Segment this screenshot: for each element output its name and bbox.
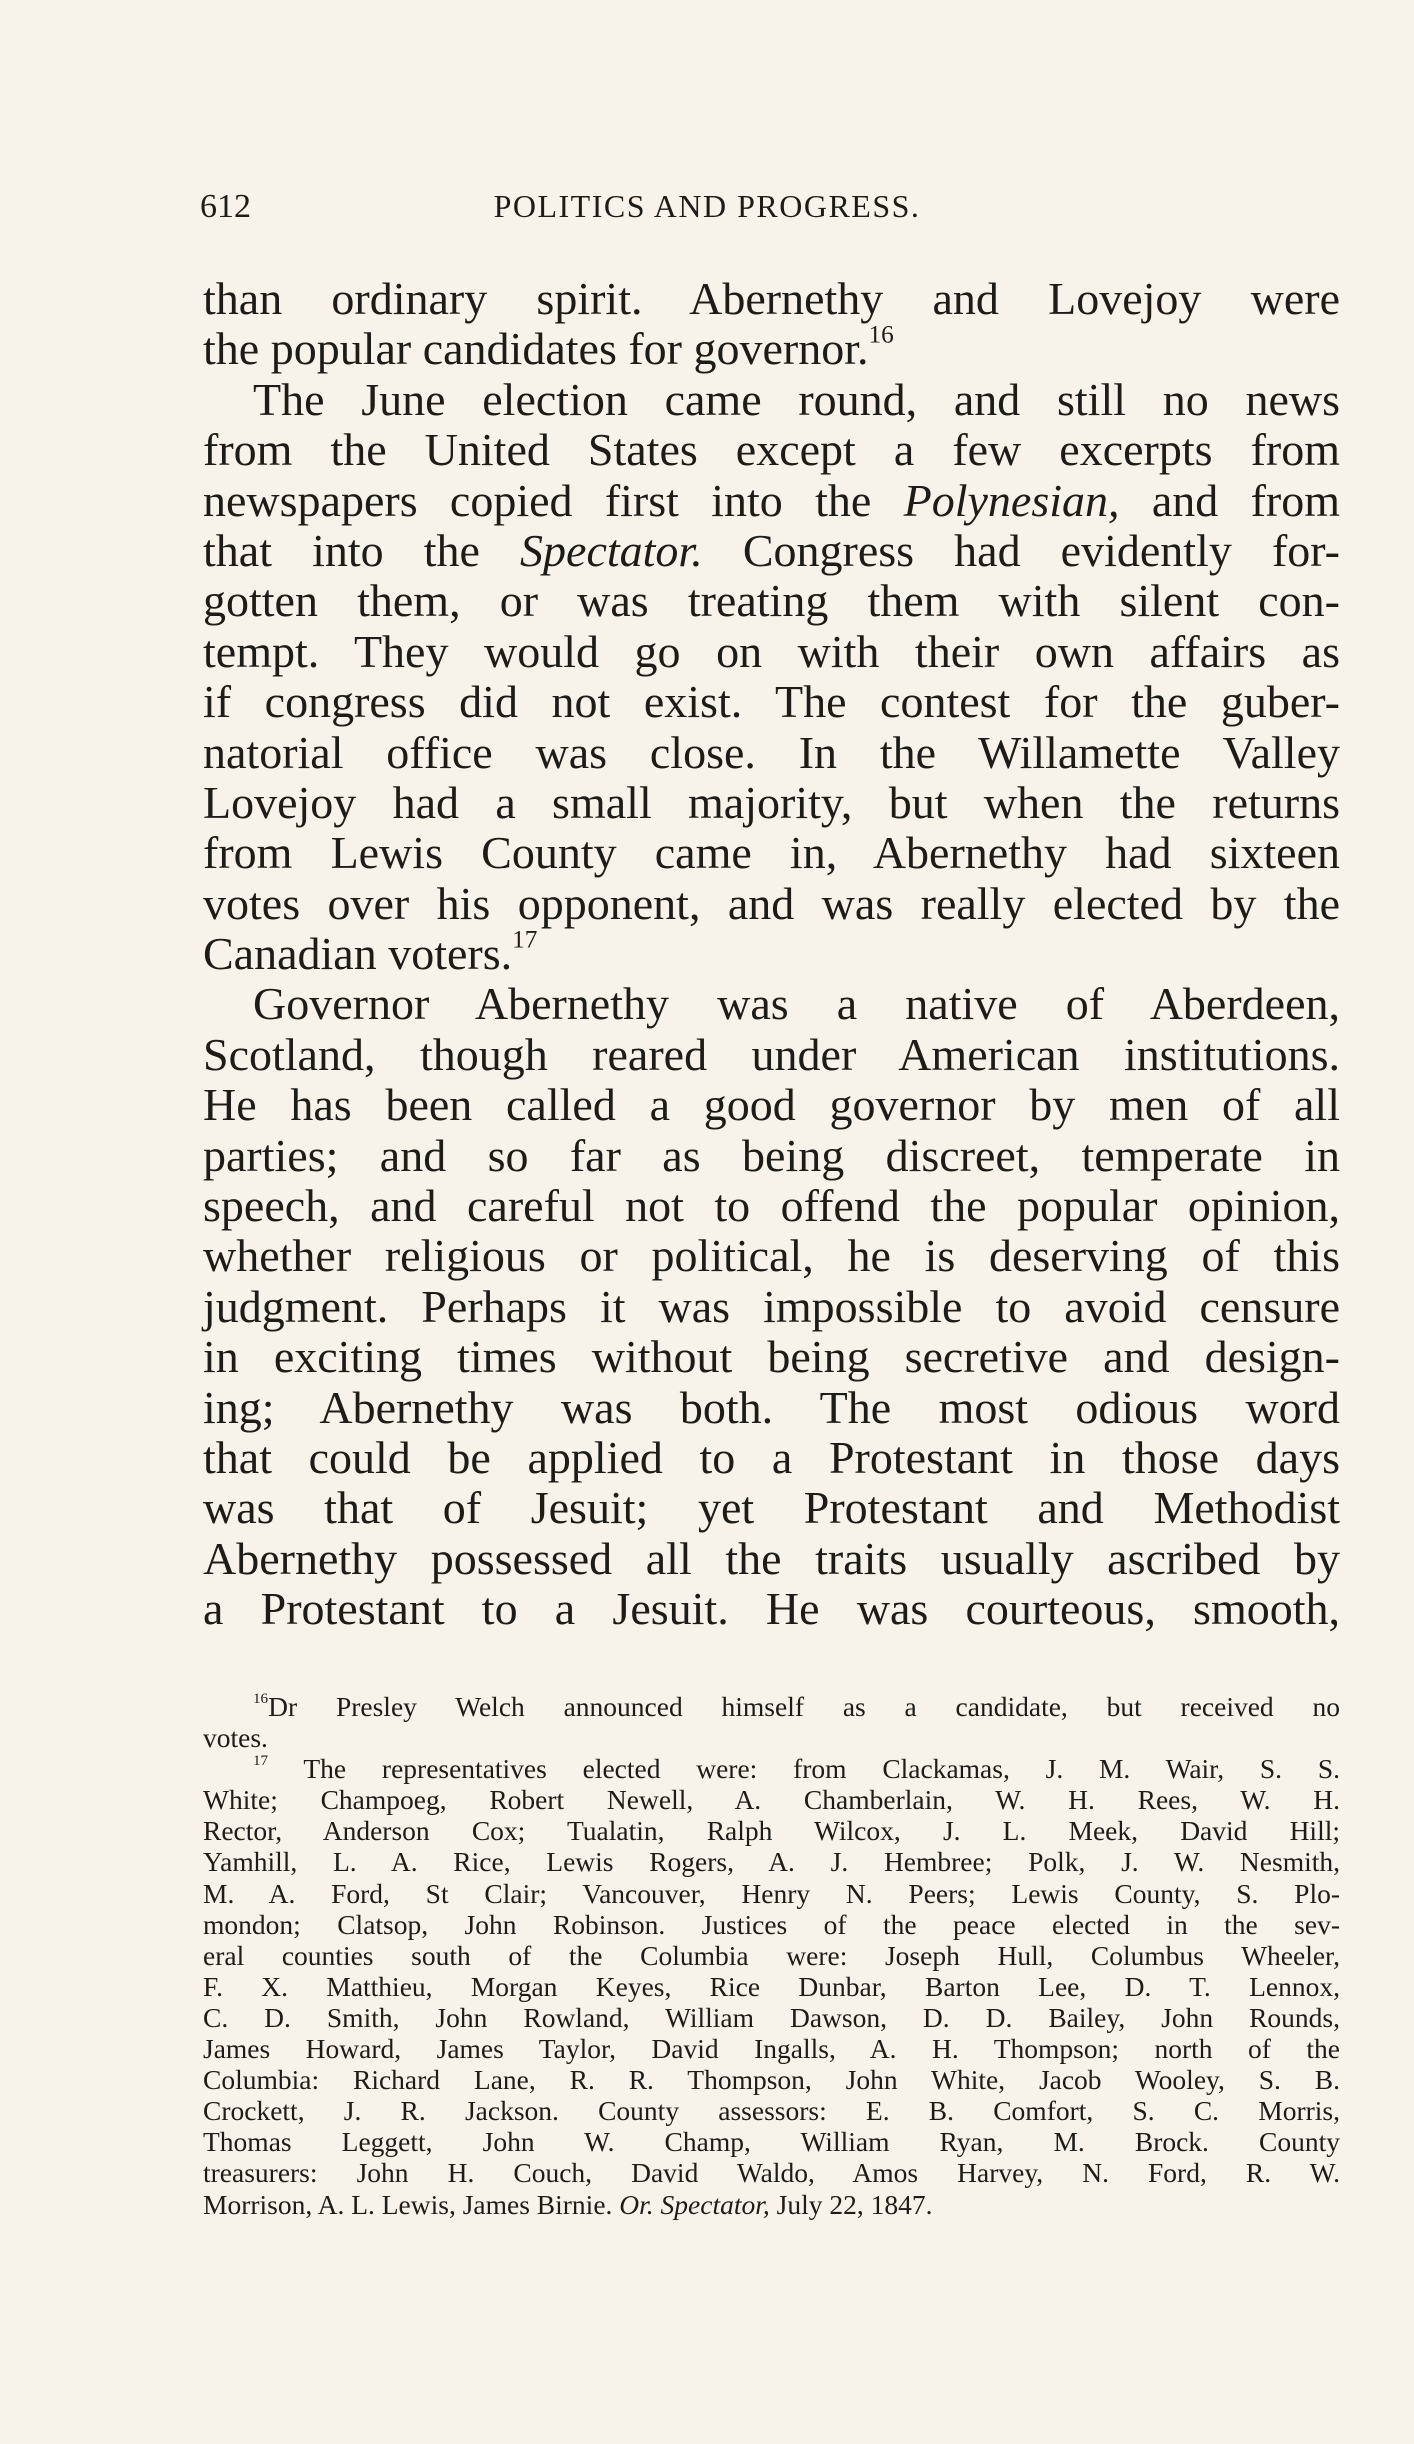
body-text-line: in exciting times without being secretive and design- bbox=[203, 1331, 1340, 1383]
page-number: 612 bbox=[200, 188, 251, 225]
body-text-line: the popular candidates for governor.$^{16}$ bbox=[203, 320, 894, 375]
italic-title: Polynesian, bbox=[903, 474, 1120, 526]
footnote-line: White; Champoeg, Robert Newell, A. Chamberlain, W. H. Rees, W. H. bbox=[203, 1784, 1340, 1816]
running-head bbox=[0, 188, 1414, 236]
footnote-line: Yamhill, L. A. Rice, Lewis Rogers, A. J. Hembree; Polk, J. W. Nesmith, bbox=[203, 1846, 1340, 1878]
body-text-line: whether religious or political, he is deserving of this bbox=[203, 1230, 1340, 1282]
body-text-line: tempt. They would go on with their own affairs as bbox=[203, 625, 1340, 677]
body-text-line: Canadian voters.$^{17}$ bbox=[203, 925, 538, 980]
body-text-line: that could be applied to a Protestant in those days bbox=[203, 1431, 1340, 1483]
body-text-line: if congress did not exist. The contest for the guber- bbox=[203, 676, 1340, 728]
body-text-line: speech, and careful not to offend the popular opinion, bbox=[203, 1180, 1340, 1232]
footnotes bbox=[203, 1691, 1340, 2220]
body-text-line: Lovejoy had a small majority, but when the returns bbox=[203, 776, 1340, 828]
body-text-line: that into the Spectator. Congress had evidently for- bbox=[203, 524, 1340, 576]
body-text-line: than ordinary spirit. Abernethy and Lovejoy were bbox=[203, 273, 1340, 324]
body-text-line: a Protestant to a Jesuit. He was courteous, smooth, bbox=[203, 1583, 1340, 1635]
body-text-line: from the United States except a few excerpts from bbox=[203, 424, 1340, 476]
footnote-line: eral counties south of the Columbia were: Joseph Hull, Columbus Wheeler, bbox=[203, 1939, 1340, 1971]
footnote-marker: 16 bbox=[868, 320, 894, 349]
body-text-line: was that of Jesuit; yet Protestant and Methodist bbox=[203, 1482, 1340, 1534]
italic-title: Or. Spectator, bbox=[619, 2188, 770, 2220]
footnote-line: $^{16}$Dr Presley Welch announced himself as a candidate, but received no bbox=[253, 1691, 1340, 1722]
body-text-line: natorial office was close. In the Willamette Valley bbox=[203, 726, 1340, 778]
footnote-marker: 17 bbox=[253, 1753, 269, 1770]
body-text-line: judgment. Perhaps it was impossible to avoid censure bbox=[203, 1280, 1340, 1332]
body-text-line: newspapers copied first into the Polynesian, and from bbox=[203, 474, 1340, 526]
footnote-line: mondon; Clatsop, John Robinson. Justices of the peace elected in the sev- bbox=[203, 1908, 1340, 1940]
body-text-line: gotten them, or was treating them with silent con- bbox=[203, 575, 1340, 627]
main-text bbox=[203, 274, 1340, 1635]
footnote-line: C. D. Smith, John Rowland, William Dawson, D. D. Bailey, John Rounds, bbox=[203, 2001, 1340, 2033]
footnote-line: $^{17}$ The representatives elected were: from Clackamas, J. M. Wair, S. S. bbox=[253, 1753, 1340, 1785]
body-text-line: parties; and so far as being discreet, temperate in bbox=[203, 1129, 1340, 1181]
body-text-line: ing; Abernethy was both. The most odious word bbox=[203, 1381, 1340, 1433]
footnote-marker: 16 bbox=[253, 1691, 269, 1708]
body-text-line: votes over his opponent, and was really elected by the bbox=[203, 877, 1340, 929]
body-text-line: Scotland, though reared under American institutions. bbox=[203, 1028, 1340, 1080]
body-text-line: He has been called a good governor by men of all bbox=[203, 1079, 1340, 1131]
body-text-line: Governor Abernethy was a native of Aberdeen, bbox=[253, 978, 1340, 1030]
footnote-marker: 17 bbox=[512, 925, 538, 954]
footnote-line: James Howard, James Taylor, David Ingalls, A. H. Thompson; north of the bbox=[203, 2033, 1340, 2065]
footnote-line: F. X. Matthieu, Morgan Keyes, Rice Dunbar, Barton Lee, D. T. Lennox, bbox=[203, 1970, 1340, 2002]
footnote-line: treasurers: John H. Couch, David Waldo, Amos Harvey, N. Ford, R. W. bbox=[203, 2157, 1340, 2189]
body-text-line: Abernethy possessed all the traits usually ascribed by bbox=[203, 1532, 1340, 1584]
footnote-line: Crockett, J. R. Jackson. County assessors: E. B. Comfort, S. C. Morris, bbox=[203, 2095, 1340, 2127]
footnote-line: Columbia: Richard Lane, R. R. Thompson, John White, Jacob Wooley, S. B. bbox=[203, 2064, 1340, 2096]
footnote-line: votes. bbox=[203, 1722, 268, 1754]
footnote-line: M. A. Ford, St Clair; Vancouver, Henry N. Peers; Lewis County, S. Plo- bbox=[203, 1877, 1340, 1909]
footnote-line: Rector, Anderson Cox; Tualatin, Ralph Wilcox, J. L. Meek, David Hill; bbox=[203, 1815, 1340, 1847]
footnote-line: Morrison, A. L. Lewis, James Birnie. Or. Spectator, July 22, 1847. bbox=[203, 2188, 933, 2220]
italic-title: Spectator. bbox=[520, 524, 703, 576]
body-text-line: The June election came round, and still no news bbox=[253, 373, 1340, 425]
running-title: POLITICS AND PROGRESS. bbox=[493, 188, 921, 224]
footnote-line: Thomas Leggett, John W. Champ, William Ryan, M. Brock. County bbox=[203, 2126, 1340, 2158]
body-text-line: from Lewis County came in, Abernethy had sixteen bbox=[203, 827, 1340, 879]
